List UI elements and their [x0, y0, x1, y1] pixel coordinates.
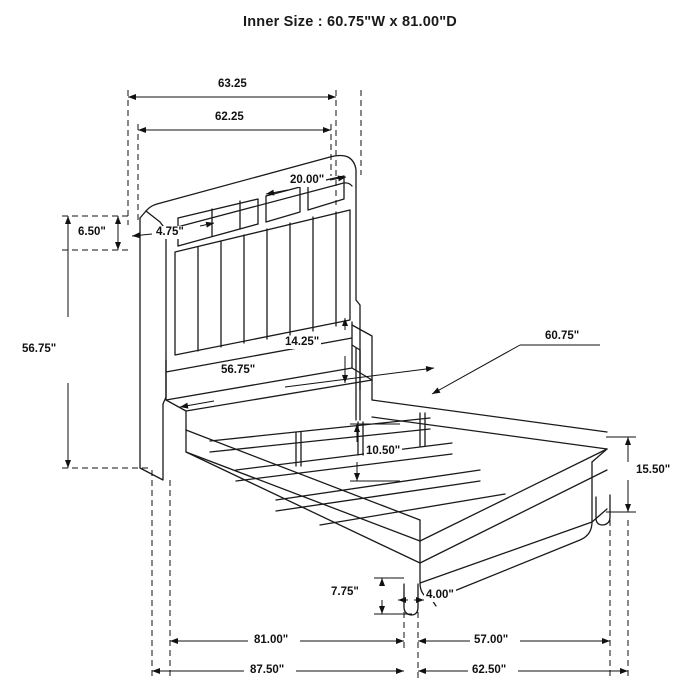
dimension-label-slat-gap-height: 14.25": [285, 336, 320, 348]
dimension-label-shelf-width: 20.00": [290, 174, 325, 186]
dimension-label-headboard-height: 56.75": [22, 343, 57, 355]
dimension-label-inner-length: 81.00": [254, 634, 289, 646]
dimension-label-shelf-depth: 4.75": [156, 226, 184, 238]
dimension-label-inner-width: 56.75": [221, 364, 256, 376]
dimension-label-shelf-height: 6.50": [78, 226, 106, 238]
dimension-label-overall-width-outer: 63.25: [218, 78, 247, 90]
dimension-label-overall-depth: 62.50": [472, 664, 507, 676]
dimension-label-leg-height: 7.75": [331, 586, 359, 598]
dimension-label-rail-length: 57.00": [474, 634, 509, 646]
page-title: Inner Size : 60.75"W x 81.00"D: [243, 14, 457, 30]
dimension-label-leg-offset: 4.00": [426, 589, 454, 601]
dimension-label-footboard-height: 15.50": [636, 464, 671, 476]
dimension-label-deck-clearance: 10.50": [366, 445, 401, 457]
dimension-label-overall-width-inner: 62.25: [215, 111, 244, 123]
dimension-label-overall-length: 87.50": [250, 664, 285, 676]
dimension-label-mattress-width: 60.75": [545, 330, 580, 342]
